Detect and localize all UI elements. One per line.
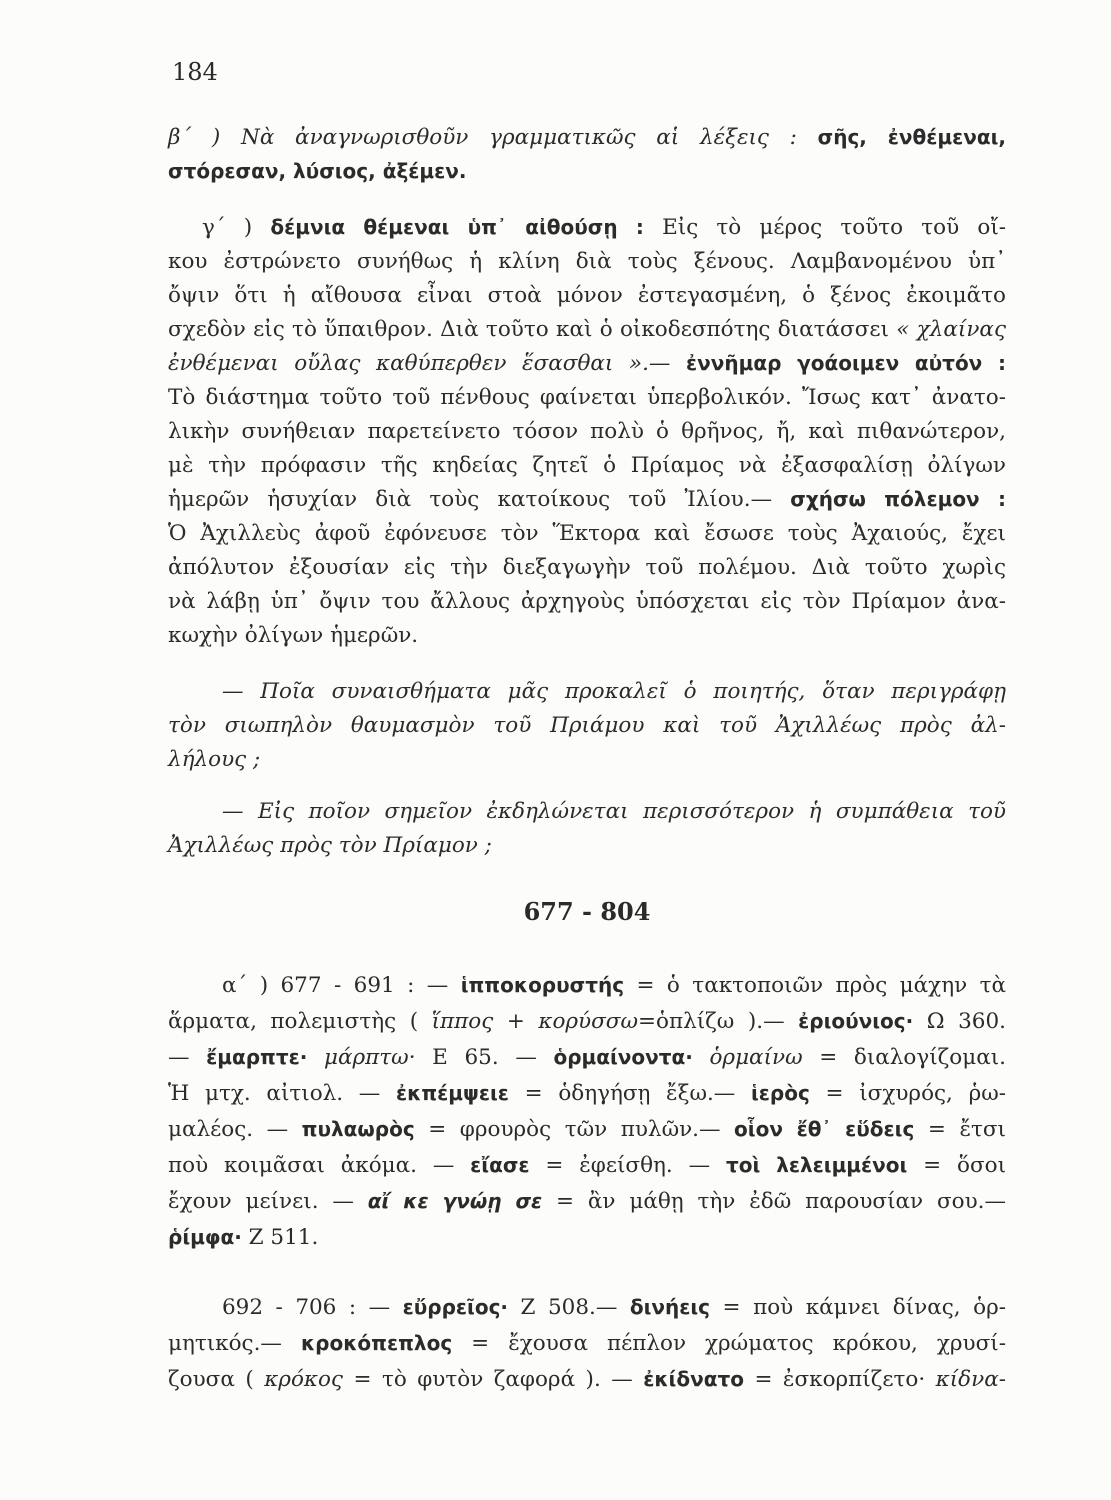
glossary-a-line-6: ποὺ κοιμᾶσαι ἀκόμα. — εἴασε = ἐφείσθη. — τοὶ λελειμμένοι = ὅσοι xyxy=(168,1153,1007,1178)
glossary-b-line-3: ζουσα ( κρόκος = τὸ φυτὸν ζαφορά ). — ἐκίδνατο = ἐσκορπίζετο· κίδνα- xyxy=(168,1367,1006,1392)
section-g-line-10: Ὁ Ἀχιλλεὺς ἀφοῦ ἐφόνευσε τὸν Ἕκτορα καὶ ἔσωσε τοὺς Ἀχαιούς, ἔχει xyxy=(168,521,1006,546)
glossary-a-line-4: Ἡ μτχ. αἰτιολ. — ἐκπέμψειε = ὁδηγήσῃ ἔξω.— ἱερὸς = ἰσχυρός, ῥω- xyxy=(168,1081,1007,1106)
glossary-a-line-7: ἔχουν μείνει. — αἴ κε γνώῃ σε = ἂν μάθῃ τὴν ἐδῶ παρουσίαν σου.— xyxy=(168,1189,1006,1214)
section-g-line-7: λικὴν συνήθειαν παρετείνετο τόσον πολὺ ὁ θρῆνος, ἤ, καὶ πιθανώτερον, xyxy=(168,419,1006,444)
glossary-a-line-5: μαλέος. — πυλαωρὸς = φρουρὸς τῶν πυλῶν.— οἷον ἔθ᾽ εὕδεις = ἔτσι xyxy=(168,1117,1006,1142)
section-g-line-2: κου ἐστρώνετο συνήθως ἡ κλίνη διὰ τοὺς ξένους. Λαμβανομένου ὑπ᾽ xyxy=(168,249,1006,274)
glossary-a-line-2: ἅρματα, πολεμιστὴς ( ἵππος + κορύσσω=ὁπλίζω ).— ἐριούνιος· Ω 360. xyxy=(168,1009,1006,1034)
section-g-line-6: Τὸ διάστημα τοῦτο τοῦ πένθους φαίνεται ὑπερβολικόν. Ἴσως κατ᾽ ἀνατο- xyxy=(168,385,1006,410)
question-2-line-2: Ἀχιλλέως πρὸς τὸν Πρίαμον ; xyxy=(168,833,492,858)
section-g-line-3: ὄψιν ὅτι ἡ αἴθουσα εἶναι στοὰ μόνον ἐστεγασμένη, ὁ ξένος ἐκοιμᾶτο xyxy=(168,283,1006,308)
glossary-a-line-3: — ἔμαρπτε· μάρπτω· Ε 65. — ὁρμαίνοντα· ὁρμαίνω = διαλογίζομαι. xyxy=(168,1045,1006,1070)
section-g-line-11: ἀπόλυτον ἐξουσίαν εἰς τὴν διεξαγωγὴν τοῦ πολέμου. Διὰ τοῦτο χωρὶς xyxy=(168,555,1006,580)
section-g-line-4: σχεδὸν εἰς τὸ ὕπαιθρον. Διὰ τοῦτο καὶ ὁ οἰκοδεσπότης διατάσσει « χλαίνας xyxy=(168,317,1006,342)
section-g-line-5: ἐνθέμεναι οὔλας καθύπερθεν ἕσασθαι ».— ἐννῆμαρ γοάοιμεν αὐτόν : xyxy=(168,351,1007,376)
glossary-a-line-1: α΄ ) 677 - 691 : — ἱπποκορυστής = ὁ τακτοποιῶν πρὸς μάχην τὰ xyxy=(222,973,1006,998)
section-g-line-1: γ΄ ) δέμνια θέμεναι ὑπ᾽ αἰθούσῃ : Εἰς τὸ μέρος τοῦτο τοῦ οἴ- xyxy=(202,215,1007,240)
question-2-line-1: — Εἰς ποῖον σημεῖον ἐκδηλώνεται περισσότερον ἡ συμπάθεια τοῦ xyxy=(222,799,1006,824)
section-b-line-2: στόρεσαν, λύσιος, ἀξέμεν. xyxy=(168,159,467,183)
section-g-line-9: ἡμερῶν ἡσυχίαν διὰ τοὺς κατοίκους τοῦ Ἰλίου.— σχήσω πόλεμον : xyxy=(168,487,1006,512)
page-number: 184 xyxy=(172,58,218,86)
glossary-b-line-2: μητικός.— κροκόπεπλος = ἔχουσα πέπλον χρώματος κρόκου, χρυσί- xyxy=(168,1331,1006,1356)
glossary-a-line-8: ῥίμφα· Ζ 511. xyxy=(168,1225,319,1250)
question-1-line-1: — Ποῖα συναισθήματα μᾶς προκαλεῖ ὁ ποιητής, ὅταν περιγράφῃ xyxy=(222,679,1006,704)
section-b-line-1: β΄ ) Νὰ ἀναγνωρισθοῦν γραμματικῶς αἱ λέξεις : σῆς, ἐνθέμεναι, xyxy=(168,125,1006,150)
question-1-line-3: λήλους ; xyxy=(168,747,261,772)
section-g-line-8: μὲ τὴν πρόφασιν τῆς κηδείας ζητεῖ ὁ Πρίαμος νὰ ἐξασφαλίσῃ ὀλίγων xyxy=(168,453,1006,478)
question-1-line-2: τὸν σιωπηλὸν θαυμασμὸν τοῦ Πριάμου καὶ τοῦ Ἀχιλλέως πρὸς ἀλ- xyxy=(168,713,1006,738)
glossary-b-line-1: 692 - 706 : — εὔρρεῖος· Ζ 508.— δινήεις = ποὺ κάμνει δίνας, ὁρ- xyxy=(222,1295,1006,1320)
section-heading: 677 - 804 xyxy=(523,897,651,926)
section-g-line-12: νὰ λάβῃ ὑπ᾽ ὄψιν του ἄλλους ἀρχηγοὺς ὑπόσχεται εἰς τὸν Πρίαμον ἀνα- xyxy=(168,589,1006,614)
section-g-line-13: κωχὴν ὀλίγων ἡμερῶν. xyxy=(168,623,419,648)
